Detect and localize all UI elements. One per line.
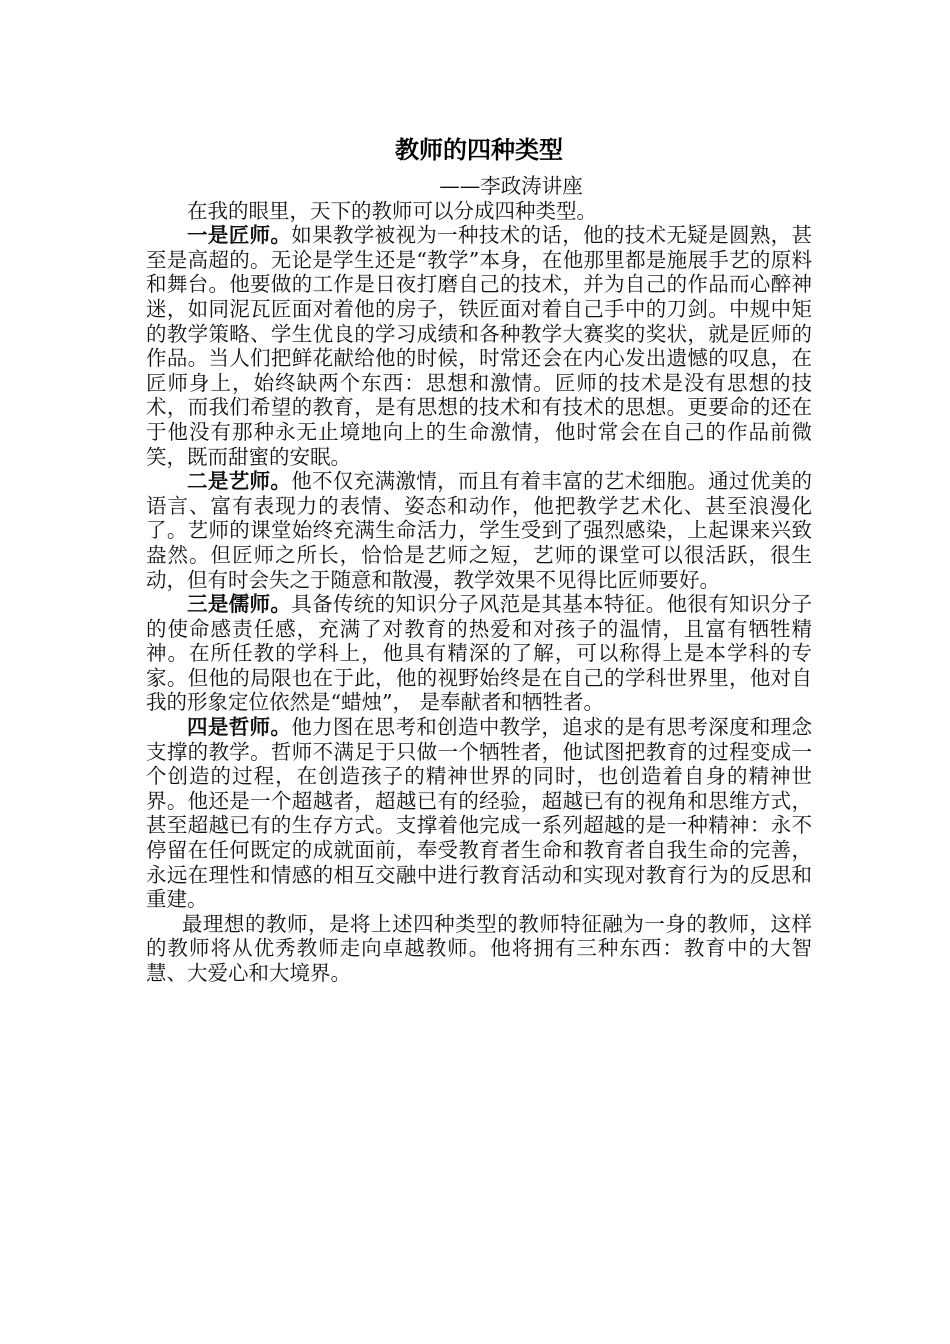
section-scholar-paragraph [146, 592, 812, 715]
section-text-philosopher: 他力图在思考和创造中教学，追求的是有思考深度和理念支撑的教学。哲师不满足于只做一个牺牲者，他试图把教育的过程变成一个创造的过程，在创造孩子的精神世界的同时，也创造着自身的精神世界。他还是一个超越者，超越已有的经验，超越已有的视角和思维方式，甚至超越已有的生存方式。支撑着他完成一系列超越的是一种精神：永不停留在任何既定的成就面前，奉受教育者生命和教育者自我生命的完善，永远在理性和情感的相互交融中进行教育活动和实现对教育行为的反思和重建。 [146, 715, 813, 912]
section-text-scholar: 具备传统的知识分子风范是其基本特征。他很有知识分子的使命感责任感，充满了对教育的热爱和对孩子的温情，且富有牺牲精神。在所任教的学科上，他具有精深的了解，可以称得上是本学科的专家。但他的局限也在于此，他的视野始终是在自己的学科世界里，他对自我的形象定位依然是“蜡烛”， 是奉献者和牺牲者。 [146, 592, 813, 715]
document-title: 教师的四种类型 [395, 136, 563, 164]
document-subtitle: ——李政涛讲座 [439, 174, 583, 198]
section-lead-craftsman: 一是匠师。 [187, 223, 292, 248]
section-lead-philosopher: 四是哲师。 [187, 715, 292, 740]
section-artist-paragraph [146, 469, 812, 592]
section-text-artist: 他不仅充满激情，而且有着丰富的艺术细胞。通过优美的语言、富有表现力的表情、姿态和动作，他把教学艺术化、甚至浪漫化了。艺师的课堂始终充满生命活力，学生受到了强烈感染，上起课来兴致盎然。但匠师之所长，恰恰是艺师之短，艺师的课堂可以很活跃，很生动，但有时会失之于随意和散漫，教学效果不见得比匠师要好。 [146, 469, 813, 592]
intro-paragraph: 在我的眼里，天下的教师可以分成四种类型。 [187, 198, 597, 223]
conclusion-paragraph: 最理想的教师，是将上述四种类型的教师特征融为一身的教师，这样的教师将从优秀教师走向卓越教师。他将拥有三种东西：教育中的大智慧、大爱心和大境界。 [146, 911, 812, 985]
document-body [146, 132, 812, 986]
section-philosopher-paragraph [146, 715, 812, 912]
section-craftsman-paragraph [146, 223, 812, 469]
section-lead-scholar: 三是儒师。 [187, 592, 292, 617]
section-text-craftsman: 如果教学被视为一种技术的话，他的技术无疑是圆熟，甚至是高超的。无论是学生还是“教学”本身，在他那里都是施展手艺的原料和舞台。他要做的工作是日夜打磨自己的技术，并为自己的作品而心醉神迷，如同泥瓦匠面对着他的房子，铁匠面对着自己手中的刀剑。中规中矩的教学策略、学生优良的学习成绩和各种教学大赛奖的奖状，就是匠师的作品。当人们把鲜花献给他的时候，时常还会在内心发出遗憾的叹息，在匠师身上，始终缺两个东西：思想和激情。匠师的技术是没有思想的技术，而我们希望的教育，是有思想的技术和有技术的思想。更要命的还在于他没有那种永无止境地向上的生命激情，他时常会在自己的作品前微笑，既而甜蜜的安眠。 [146, 223, 813, 469]
section-lead-artist: 二是艺师。 [187, 469, 292, 494]
